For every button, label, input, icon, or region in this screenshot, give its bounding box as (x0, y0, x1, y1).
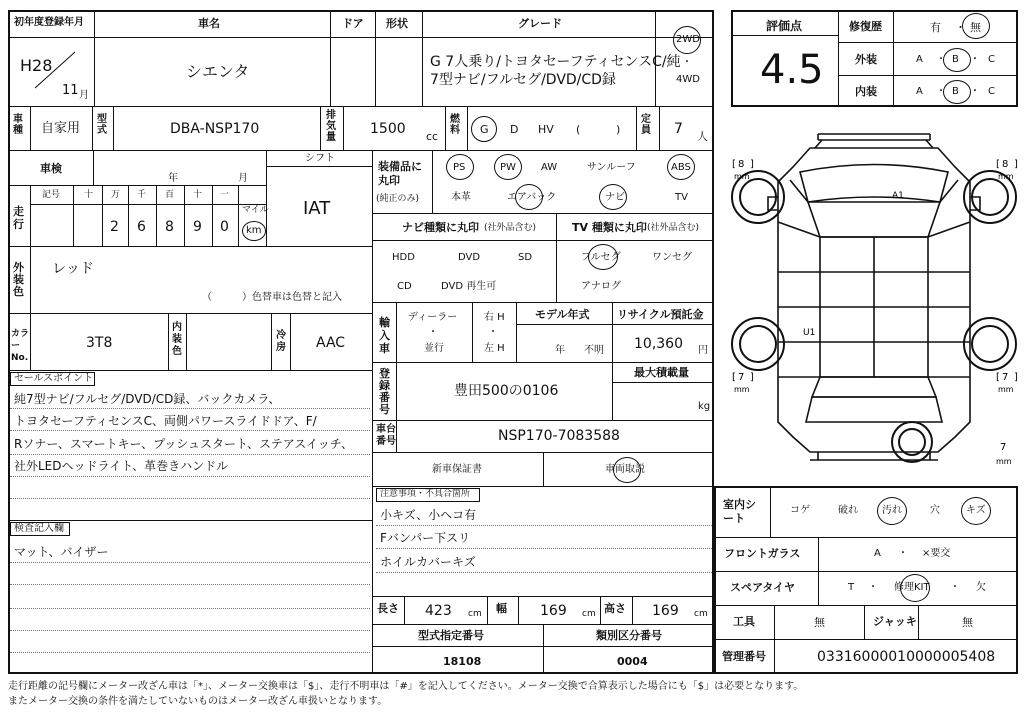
sales-line-1: 純7型ナビ/フルセグ/DVD/CD録、バックカメラ、 (14, 392, 281, 406)
shape-label: 形状 (386, 17, 408, 30)
mileage-label: 走行 (13, 205, 24, 231)
repair-label: 修復歴 (849, 20, 882, 33)
int-dot-1: ・ (936, 86, 946, 97)
spare-missing: 欠 (976, 582, 986, 593)
door-label: ドア (342, 17, 364, 30)
windshield-a: A (874, 548, 881, 559)
svg-text:]: ] (1014, 159, 1018, 170)
ext-c: C (988, 54, 995, 65)
reg-no-label: 登録番号 (379, 367, 390, 416)
color-no-label: カラーNo. (11, 329, 30, 363)
ext-b: B (952, 54, 959, 65)
tire-rr-depth: 7 (1002, 372, 1009, 383)
mm-fr: mm (998, 172, 1014, 181)
reg-no-value: 豊田500の0106 (454, 383, 559, 399)
ext-dot-1: ・ (936, 54, 946, 65)
recycle-yen: 円 (698, 345, 708, 356)
equip-aw: AW (541, 162, 558, 173)
int-dot-2: ・ (970, 86, 980, 97)
fuel-opt-g: G (480, 123, 489, 136)
displacement-unit: cc (426, 130, 439, 143)
svg-text:[: [ (732, 159, 736, 170)
tv-oneseg: ワンセグ (652, 252, 692, 263)
mgmt-value: 03316000010000005408 (817, 649, 996, 665)
tire-rl-depth: 7 (738, 372, 745, 383)
model-year-unit: 年 (555, 345, 565, 356)
height-label: 高さ (604, 602, 626, 615)
exterior-label: 外装 (855, 53, 877, 66)
navi-sd: SD (518, 252, 533, 263)
fuel-opt-hv: HV (538, 123, 554, 136)
length-label: 長さ (377, 602, 399, 615)
seat-label: 室内シート (723, 498, 756, 525)
svg-text:]: ] (750, 159, 754, 170)
mark-u1: U1 (803, 328, 816, 338)
windshield-dot: ・ (898, 548, 908, 559)
int-b: B (952, 86, 959, 97)
tv-analog: アナログ (581, 281, 621, 292)
navi-dvd-play: DVD 再生可 (441, 281, 497, 292)
mgmt-label: 管理番号 (722, 650, 766, 663)
height-unit: cm (694, 609, 708, 619)
import-dealer: ディーラー (408, 312, 458, 323)
tire-fl-depth: 8 (738, 159, 745, 170)
first-reg-era: H28 (20, 56, 53, 75)
car-name-label: 車名 (198, 17, 220, 30)
inspection-month-unit: 月 (238, 173, 248, 184)
shift-label: シフト (305, 153, 335, 164)
class-no-value: 0004 (617, 655, 648, 668)
inspector-line-1: マット、バイザー (14, 545, 109, 559)
equip-sub-label: (純正のみ) (376, 194, 420, 204)
seat-burn: コゲ (790, 505, 810, 516)
import-dot-2: ・ (488, 327, 498, 338)
mile-label: マイル (242, 205, 269, 215)
equip-abs: ABS (671, 162, 691, 173)
car-name-value: シエンタ (186, 62, 250, 81)
int-color-label: 内装色 (172, 322, 182, 357)
import-label: 輸入車 (379, 316, 390, 355)
color-change-note: （ ）色替車は色替と記入 (202, 292, 342, 303)
navi-type-sub: (社外品含む) (484, 223, 537, 233)
tv-fullseg: フルセグ (581, 252, 621, 263)
spare-kit: 修理KIT (894, 582, 930, 593)
drive-2wd: 2WD (676, 34, 700, 45)
fuel-opt-d: D (510, 123, 519, 136)
manual-label: 車両取説 (605, 464, 645, 475)
model-year-unknown: 不明 (584, 345, 604, 356)
digit-label-6: 一 (220, 190, 230, 200)
first-reg-month-unit: 月 (79, 90, 89, 101)
capacity-unit: 人 (697, 130, 708, 143)
model-label: 型式 (97, 114, 107, 136)
spare-depth: 7 (1000, 442, 1007, 453)
svg-text:[: [ (996, 372, 1000, 383)
tire-fr-depth: 8 (1002, 159, 1009, 170)
first-reg-label: 初年度登録年月 (14, 17, 84, 28)
equip-navi: ナビ (605, 192, 625, 203)
equip-pw: PW (500, 162, 516, 173)
import-rh: 右 H (484, 312, 505, 323)
displacement-label: 排気量 (326, 110, 336, 143)
equip-tv: TV (675, 192, 688, 203)
navi-type-label: ナビ種類に丸印 (402, 221, 479, 234)
tv-type-label: TV 種類に丸印 (572, 221, 647, 234)
width-value: 169 (540, 603, 567, 619)
mm-rr: mm (998, 385, 1014, 394)
score-value: 4.5 (760, 47, 824, 93)
svg-text:]: ] (750, 372, 754, 383)
height-value: 169 (652, 603, 679, 619)
windshield-label: フロントガラス (724, 547, 801, 560)
km-unit: km (246, 225, 262, 236)
digit-label-3: 千 (137, 190, 147, 200)
drive-dot: ・ (682, 57, 692, 68)
mm-fl: mm (734, 172, 750, 181)
digit-label-4: 百 (165, 190, 175, 200)
import-dot-1: ・ (428, 327, 438, 338)
spare-dot-2: ・ (950, 582, 960, 593)
class-no-label: 類別区分番号 (596, 629, 662, 642)
navi-hdd: HDD (392, 252, 415, 263)
sales-line-4: 社外LEDヘッドライト、革巻きハンドル (14, 459, 229, 473)
notes-line-3: ホイルカバーキズ (380, 555, 476, 569)
car-type-value: 自家用 (41, 121, 81, 136)
notes-line-1: 小キズ、小ヘコ有 (380, 508, 477, 522)
svg-text:]: ] (1014, 372, 1018, 383)
ac-value: AAC (316, 335, 346, 351)
inspection-year-unit: 年 (168, 173, 178, 184)
footer-line-2: またメーター交換の条件を満たしていないものはメーター改ざん車扱いとなります。 (8, 696, 388, 707)
mileage-mark-label: 記号 (42, 190, 61, 200)
color-no-value: 3T8 (86, 335, 113, 351)
mm-spare: mm (996, 457, 1012, 466)
fuel-opt-close: ) (616, 123, 621, 136)
car-type-label: 車種 (13, 114, 23, 136)
type-no-label: 型式指定番号 (418, 629, 484, 642)
max-load-label: 最大積載量 (634, 366, 689, 379)
capacity-label: 定員 (641, 114, 651, 136)
recycle-label: リサイクル預託金 (617, 308, 704, 321)
repair-dot: ・ (955, 21, 966, 34)
seat-tear: 破れ (838, 505, 858, 516)
capacity-value: 7 (674, 121, 683, 137)
score-label: 評価点 (766, 19, 803, 33)
repair-yes: 有 (930, 21, 941, 34)
spare-dot-1: ・ (868, 582, 878, 593)
mileage-digit-5: 0 (220, 219, 229, 235)
seat-stain: 汚れ (882, 505, 902, 516)
mileage-digit-4: 9 (193, 219, 202, 235)
car-diagram (730, 122, 1020, 482)
svg-text:[: [ (996, 159, 1000, 170)
spare-label: スペアタイヤ (730, 581, 796, 594)
interior-label: 内装 (855, 85, 877, 98)
import-lh: 左 H (484, 343, 505, 354)
tools-value: 無 (814, 616, 825, 629)
notes-line-2: Fバンパー下スリ (380, 531, 471, 545)
ext-color-value: レッド (52, 261, 94, 277)
warranty-label: 新車保証書 (432, 464, 482, 475)
length-unit: cm (468, 609, 482, 619)
first-reg-month: 11 (62, 83, 79, 98)
shift-value: IAT (303, 198, 331, 219)
grade-line-1: G 7人乗り/トヨタセーフティセンスC/純 (430, 54, 681, 70)
seat-scratch: キズ (966, 505, 986, 516)
svg-text:[: [ (732, 372, 736, 383)
model-year-label: モデル年式 (535, 308, 590, 321)
tools-label: 工具 (733, 615, 755, 628)
inspection-label: 車検 (40, 162, 62, 175)
mileage-digit-1: 2 (110, 219, 119, 235)
int-c: C (988, 86, 995, 97)
recycle-value: 10,360 (634, 336, 683, 352)
drive-4wd: 4WD (676, 74, 700, 85)
grade-line-2: 7型ナビ/フルセグ/DVD/CD録 (430, 72, 616, 88)
fuel-opt-other: ( (576, 123, 581, 136)
inspector-label: 検査記入欄 (14, 523, 64, 534)
equip-airbag: エアバック (507, 192, 557, 203)
seat-hole: 穴 (930, 505, 940, 516)
length-value: 423 (425, 603, 452, 619)
equip-label: 装備品に丸印 (378, 160, 422, 187)
width-unit: cm (582, 609, 596, 619)
digit-label-5: 十 (193, 190, 203, 200)
grade-label: グレード (518, 17, 562, 30)
mileage-digit-3: 8 (165, 219, 174, 235)
ext-dot-2: ・ (970, 54, 980, 65)
footer-line-1: 走行距離の記号欄にメーター改ざん車は「*」、メーター交換車は「$」、走行不明車は「#」を記入してください。メーター交換で合算表示した場合にも「$」は必要となります。 (8, 681, 804, 692)
digit-label-2: 万 (111, 190, 121, 200)
fuel-label: 燃料 (450, 114, 460, 136)
mileage-digit-2: 6 (137, 219, 146, 235)
import-parallel: 並行 (424, 343, 444, 354)
sales-point-label: セールスポイント (14, 373, 94, 384)
type-no-value: 18108 (443, 655, 482, 668)
notes-label: 注意事項・不具合箇所 (380, 489, 471, 499)
equip-sunroof: サンルーフ (587, 162, 636, 173)
chassis-label: 車台番号 (376, 424, 396, 447)
repair-no: 無 (970, 21, 981, 34)
navi-dvd: DVD (458, 252, 481, 263)
manual-circle (613, 457, 641, 483)
digit-label-1: 十 (84, 190, 94, 200)
navi-cd: CD (397, 281, 412, 292)
model-value: DBA-NSP170 (170, 121, 260, 137)
int-a: A (916, 86, 923, 97)
ac-label: 冷房 (276, 330, 286, 353)
equip-ps: PS (453, 162, 466, 173)
max-load-unit: kg (698, 401, 711, 412)
displacement-value: 1500 (370, 121, 406, 137)
ext-color-label: 外装色 (13, 261, 24, 298)
equip-leather: 本革 (451, 192, 471, 203)
spare-t: T (848, 582, 855, 593)
jack-value: 無 (962, 616, 973, 629)
jack-label: ジャッキ (873, 615, 917, 628)
windshield-replace: ×要交 (922, 548, 951, 559)
mark-a1: A1 (892, 191, 904, 201)
ext-a: A (916, 54, 923, 65)
tv-type-sub: (社外品含む) (647, 223, 700, 233)
width-label: 幅 (496, 602, 507, 615)
mm-rl: mm (734, 385, 750, 394)
sales-line-2: トヨタセーフティセンスC、両側パワースライドドア、F/ (14, 414, 317, 428)
chassis-value: NSP170-7083588 (498, 428, 620, 444)
sales-line-3: Rソナー、スマートキー、プッシュスタート、ステアスイッチ、 (14, 437, 353, 451)
